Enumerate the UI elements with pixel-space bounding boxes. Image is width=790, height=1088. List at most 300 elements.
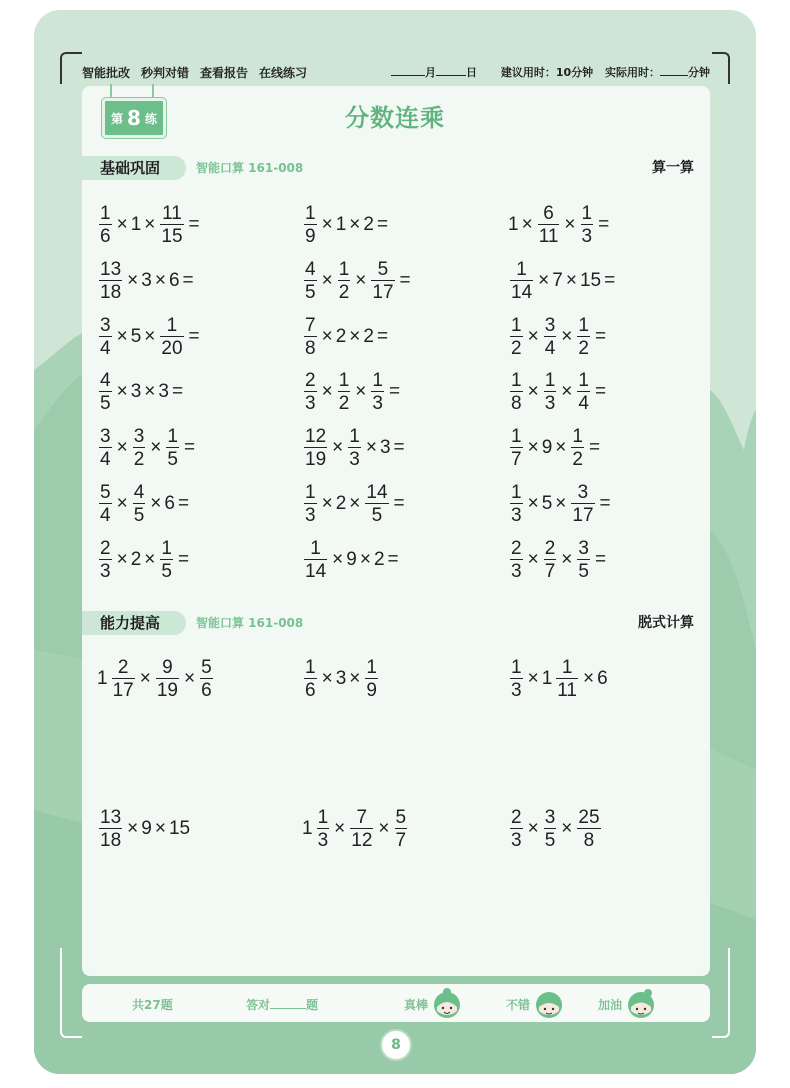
times-sign: ×	[154, 269, 166, 291]
page-title: 分数连乘	[345, 104, 445, 132]
equals-sign: =	[183, 437, 196, 459]
numerator: 1	[161, 537, 172, 559]
fraction	[581, 204, 594, 246]
numerator: 1	[561, 657, 573, 678]
numerator: 1	[578, 314, 589, 336]
numerator: 1	[511, 482, 522, 503]
denominator: 11	[538, 226, 559, 247]
basic-problem	[97, 427, 198, 469]
advanced-problem	[508, 808, 603, 850]
section-advanced-instruction: 脱式计算	[638, 615, 694, 631]
numerator: 1	[305, 203, 316, 224]
numerator: 1	[305, 657, 316, 678]
denominator: 4	[100, 449, 111, 471]
integer: 15	[168, 818, 191, 839]
integer: 5	[130, 325, 142, 347]
header-links	[82, 64, 318, 81]
denominator: 12	[351, 830, 373, 851]
integer: 9	[541, 437, 553, 459]
denominator: 4	[100, 337, 111, 359]
integer: 6	[168, 269, 180, 291]
fraction	[112, 658, 135, 700]
fraction	[350, 808, 373, 850]
denominator: 4	[578, 393, 589, 415]
numerator: 13	[100, 258, 122, 280]
fraction	[99, 204, 112, 246]
fraction	[99, 371, 112, 413]
rating-great[interactable]: 真棒	[404, 998, 429, 1012]
times-sign: ×	[321, 668, 333, 689]
equals-sign: =	[393, 493, 405, 514]
numerator: 3	[100, 314, 111, 336]
times-sign: ×	[349, 325, 361, 347]
equals-sign: =	[388, 381, 401, 403]
denominator: 5	[133, 505, 145, 526]
corner-bottom-left	[60, 948, 82, 1038]
page-number: 8	[380, 1029, 412, 1061]
advanced-problem	[508, 658, 608, 700]
times-sign: ×	[555, 437, 567, 459]
denominator: 3	[511, 680, 522, 701]
header-link-3[interactable]: 在线练习	[259, 66, 308, 80]
basic-problem	[508, 316, 609, 358]
numerator: 25	[578, 807, 600, 828]
denominator: 3	[372, 393, 383, 415]
fraction	[510, 658, 523, 700]
denominator: 3	[581, 226, 593, 247]
equals-sign: =	[594, 381, 607, 403]
numerator: 3	[578, 537, 589, 559]
numerator: 4	[133, 482, 145, 503]
integer: 2	[335, 493, 347, 514]
correct-suffix: 题	[306, 998, 319, 1012]
denominator: 5	[578, 560, 589, 582]
numerator: 7	[356, 807, 368, 828]
badge-suffix: 练	[144, 111, 157, 126]
times-sign: ×	[144, 325, 156, 347]
times-sign: ×	[564, 214, 576, 235]
basic-problem	[302, 260, 414, 302]
denominator: 3	[511, 830, 522, 851]
times-sign: ×	[150, 493, 162, 514]
times-sign: ×	[144, 214, 156, 235]
rating-keep-going[interactable]: 加油	[598, 998, 623, 1012]
fraction	[510, 260, 533, 302]
fraction	[371, 371, 384, 413]
integer: 7	[552, 269, 563, 291]
basic-problem	[302, 204, 391, 246]
fraction	[156, 658, 179, 700]
basic-problem	[508, 427, 603, 469]
denominator: 18	[100, 281, 122, 303]
integer: 3	[158, 381, 169, 403]
fraction	[133, 427, 146, 469]
times-sign: ×	[183, 668, 196, 689]
whole-number: 1	[541, 668, 553, 689]
numerator: 11	[162, 203, 182, 224]
numerator: 3	[544, 807, 556, 828]
times-sign: ×	[527, 493, 539, 514]
times-sign: ×	[555, 493, 567, 514]
times-sign: ×	[561, 381, 573, 403]
actual-time-blank[interactable]	[660, 64, 688, 76]
numerator: 1	[305, 482, 316, 503]
equals-sign: =	[182, 269, 194, 291]
integer: 3	[379, 437, 391, 459]
numerator: 1	[338, 370, 350, 392]
section-basic-instruction: 算一算	[652, 160, 694, 176]
equals-sign: =	[588, 437, 601, 459]
basic-problem	[302, 427, 408, 469]
fraction	[577, 316, 590, 358]
times-sign: ×	[321, 325, 333, 347]
denominator: 3	[349, 449, 360, 471]
numerator: 2	[305, 370, 316, 392]
denominator: 17	[372, 281, 394, 303]
numerator: 1	[372, 370, 383, 392]
badge-number: 8	[127, 106, 141, 130]
denominator: 15	[161, 226, 183, 247]
fraction	[99, 316, 112, 358]
denominator: 3	[305, 505, 316, 526]
section-advanced-sub[interactable]: 智能口算 161-008	[196, 616, 304, 630]
fraction	[304, 371, 317, 413]
numerator: 14	[366, 482, 388, 503]
fraction	[510, 539, 523, 581]
denominator: 8	[511, 393, 522, 415]
fraction	[99, 427, 112, 469]
denominator: 2	[572, 449, 583, 471]
times-sign: ×	[116, 493, 128, 514]
integer: 2	[130, 548, 142, 570]
times-sign: ×	[349, 493, 361, 514]
fraction	[304, 483, 317, 525]
numerator: 2	[511, 537, 522, 559]
times-sign: ×	[355, 381, 367, 403]
fraction	[538, 204, 560, 246]
denominator: 14	[511, 281, 533, 303]
rating-good[interactable]: 不错	[506, 998, 531, 1012]
equals-sign: =	[376, 214, 389, 235]
fraction	[304, 260, 317, 302]
numerator: 9	[162, 657, 173, 678]
numerator: 1	[310, 537, 321, 559]
fraction	[200, 658, 213, 700]
integer: 3	[130, 381, 142, 403]
basic-problem	[97, 260, 197, 302]
numerator: 4	[305, 258, 316, 280]
fraction	[348, 427, 361, 469]
numerator: 3	[544, 314, 556, 336]
fraction	[160, 316, 183, 358]
times-sign: ×	[139, 668, 151, 689]
denominator: 6	[305, 680, 316, 701]
times-sign: ×	[527, 548, 539, 570]
times-sign: ×	[378, 818, 390, 839]
times-sign: ×	[116, 325, 128, 347]
section-basic-sub[interactable]: 智能口算 161-008	[196, 161, 304, 175]
denominator: 2	[338, 393, 350, 415]
equals-sign: =	[171, 381, 184, 403]
basic-problem	[97, 371, 186, 413]
integer: 2	[363, 325, 374, 347]
fraction	[133, 483, 146, 525]
times-sign: ×	[116, 381, 128, 403]
numerator: 1	[366, 657, 377, 678]
denominator: 7	[395, 830, 407, 851]
denominator: 19	[305, 449, 327, 471]
fraction	[160, 204, 183, 246]
fraction	[304, 427, 327, 469]
fraction	[99, 808, 122, 850]
fraction	[510, 371, 523, 413]
numerator: 1	[317, 807, 329, 828]
fraction	[99, 539, 112, 581]
denominator: 17	[112, 680, 134, 701]
numerator: 1	[511, 314, 522, 336]
times-sign: ×	[365, 437, 377, 459]
integer: 15	[579, 269, 602, 291]
numerator: 2	[544, 537, 556, 559]
header-bar	[82, 64, 710, 82]
denominator: 3	[305, 393, 316, 415]
fraction	[577, 808, 600, 850]
header-link-2[interactable]: 查看报告	[200, 66, 249, 80]
times-sign: ×	[116, 548, 128, 570]
fraction	[371, 260, 394, 302]
basic-problem	[508, 483, 614, 525]
correct-count	[246, 996, 318, 1013]
numerator: 1	[511, 426, 522, 448]
times-sign: ×	[538, 269, 550, 291]
equals-sign: =	[177, 493, 190, 514]
times-sign: ×	[321, 381, 333, 403]
denominator: 14	[305, 560, 327, 582]
denominator: 5	[544, 830, 556, 851]
denominator: 3	[511, 505, 522, 526]
fraction	[99, 260, 122, 302]
section-advanced-label: 能力提高	[82, 611, 186, 635]
denominator: 6	[100, 226, 111, 247]
numerator: 1	[511, 370, 522, 392]
correct-blank[interactable]	[270, 997, 306, 1009]
total-count: 共27题	[132, 998, 173, 1012]
numerator: 3	[133, 426, 145, 448]
times-sign: ×	[154, 818, 166, 839]
integer: 3	[141, 269, 152, 291]
header-date-time	[391, 64, 710, 80]
numerator: 1	[544, 370, 556, 392]
times-sign: ×	[565, 269, 577, 291]
numerator: 1	[511, 657, 522, 678]
basic-problem	[508, 371, 609, 413]
basic-problem	[97, 539, 192, 581]
score-footer	[82, 984, 710, 1022]
integer: 6	[164, 493, 175, 514]
fraction	[338, 260, 351, 302]
denominator: 3	[100, 560, 111, 582]
times-sign: ×	[527, 818, 539, 839]
corner-top-right	[712, 52, 730, 84]
fraction	[317, 808, 330, 850]
month-label: 月	[425, 66, 436, 79]
denominator: 2	[338, 281, 350, 303]
times-sign: ×	[527, 437, 539, 459]
fraction	[577, 371, 590, 413]
numerator: 1	[338, 258, 350, 280]
times-sign: ×	[116, 214, 128, 235]
denominator: 4	[544, 337, 556, 359]
times-sign: ×	[521, 214, 533, 235]
denominator: 3	[544, 393, 556, 415]
numerator: 1	[349, 426, 360, 448]
integer: 2	[363, 214, 374, 235]
numerator: 1	[100, 203, 111, 224]
times-sign: ×	[144, 381, 156, 403]
girl-face-icon	[432, 987, 462, 1019]
fraction	[510, 427, 523, 469]
equals-sign: =	[188, 214, 200, 235]
section-basic-label: 基础巩固	[82, 156, 186, 180]
equals-sign: =	[604, 269, 616, 291]
fraction	[160, 539, 173, 581]
integer: 9	[346, 548, 357, 570]
numerator: 2	[100, 537, 111, 559]
numerator: 4	[100, 370, 111, 392]
equals-sign: =	[599, 493, 611, 514]
fraction	[304, 204, 317, 246]
fraction	[556, 658, 578, 700]
times-sign: ×	[561, 325, 573, 347]
integer: 9	[141, 818, 152, 839]
times-sign: ×	[144, 548, 156, 570]
integer: 1	[335, 214, 347, 235]
basic-problem	[302, 371, 403, 413]
day-label: 日	[466, 66, 477, 79]
whole-number: 1	[97, 668, 108, 689]
header-link-1[interactable]: 秒判对错	[141, 66, 190, 80]
fraction	[304, 539, 327, 581]
denominator: 5	[161, 560, 172, 582]
basic-problem	[302, 316, 391, 358]
fraction	[166, 427, 179, 469]
fraction	[510, 483, 523, 525]
advanced-problem	[302, 808, 409, 850]
numerator: 1	[578, 370, 589, 392]
equals-sign: =	[376, 325, 389, 347]
times-sign: ×	[561, 818, 573, 839]
advanced-problem	[302, 658, 380, 700]
numerator: 7	[305, 314, 316, 336]
denominator: 2	[511, 337, 522, 359]
denominator: 17	[572, 505, 594, 526]
denominator: 19	[156, 680, 178, 701]
numerator: 1	[581, 203, 593, 224]
fraction	[365, 483, 388, 525]
fraction	[571, 483, 594, 525]
times-sign: ×	[359, 548, 371, 570]
denominator: 9	[305, 226, 316, 247]
numerator: 6	[543, 203, 554, 224]
basic-problem	[302, 483, 408, 525]
denominator: 4	[100, 505, 111, 526]
numerator: 5	[377, 258, 389, 280]
equals-sign: =	[594, 548, 607, 570]
times-sign: ×	[349, 668, 361, 689]
header-link-0[interactable]: 智能批改	[82, 66, 131, 80]
denominator: 20	[161, 337, 183, 359]
numerator: 1	[167, 426, 178, 448]
denominator: 18	[100, 830, 122, 851]
numerator: 12	[305, 426, 327, 448]
numerator: 3	[577, 482, 589, 503]
actual-time-label: 实际用时：	[605, 66, 660, 79]
badge-prefix: 第	[111, 111, 124, 126]
month-blank[interactable]	[391, 64, 425, 76]
basic-problem	[97, 204, 203, 246]
numerator: 13	[100, 807, 122, 828]
equals-sign: =	[594, 325, 607, 347]
basic-problem	[302, 539, 402, 581]
times-sign: ×	[527, 325, 539, 347]
times-sign: ×	[349, 214, 361, 235]
times-sign: ×	[127, 818, 139, 839]
basic-problem	[508, 260, 618, 302]
integer: 3	[335, 668, 347, 689]
denominator: 6	[201, 680, 212, 701]
denominator: 11	[557, 680, 577, 701]
numerator: 2	[511, 807, 522, 828]
times-sign: ×	[332, 437, 344, 459]
times-sign: ×	[561, 548, 573, 570]
denominator: 8	[305, 337, 316, 359]
integer: 5	[541, 493, 553, 514]
girl-bun-face-icon	[626, 987, 656, 1019]
fraction	[304, 316, 317, 358]
denominator: 3	[317, 830, 329, 851]
times-sign: ×	[321, 269, 333, 291]
times-sign: ×	[527, 668, 539, 689]
fraction	[338, 371, 351, 413]
equals-sign: =	[177, 548, 190, 570]
equals-sign: =	[387, 548, 399, 570]
numerator: 1	[516, 258, 527, 280]
denominator: 8	[577, 828, 600, 850]
times-sign: ×	[332, 548, 344, 570]
denominator: 5	[365, 503, 388, 525]
fraction	[304, 658, 317, 700]
fraction	[510, 316, 523, 358]
times-sign: ×	[321, 214, 333, 235]
fraction	[577, 539, 590, 581]
denominator: 5	[167, 449, 178, 471]
day-blank[interactable]	[436, 64, 466, 76]
fraction	[510, 808, 523, 850]
denominator: 9	[366, 680, 377, 701]
denominator: 5	[305, 281, 316, 303]
times-sign: ×	[127, 269, 139, 291]
fraction	[571, 427, 584, 469]
equals-sign: =	[393, 437, 405, 459]
numerator: 2	[117, 657, 129, 678]
integer: 1	[508, 214, 519, 235]
times-sign: ×	[334, 818, 346, 839]
times-sign: ×	[583, 668, 595, 689]
times-sign: ×	[355, 269, 367, 291]
fraction	[395, 808, 408, 850]
numerator: 3	[100, 426, 111, 448]
times-sign: ×	[527, 381, 539, 403]
